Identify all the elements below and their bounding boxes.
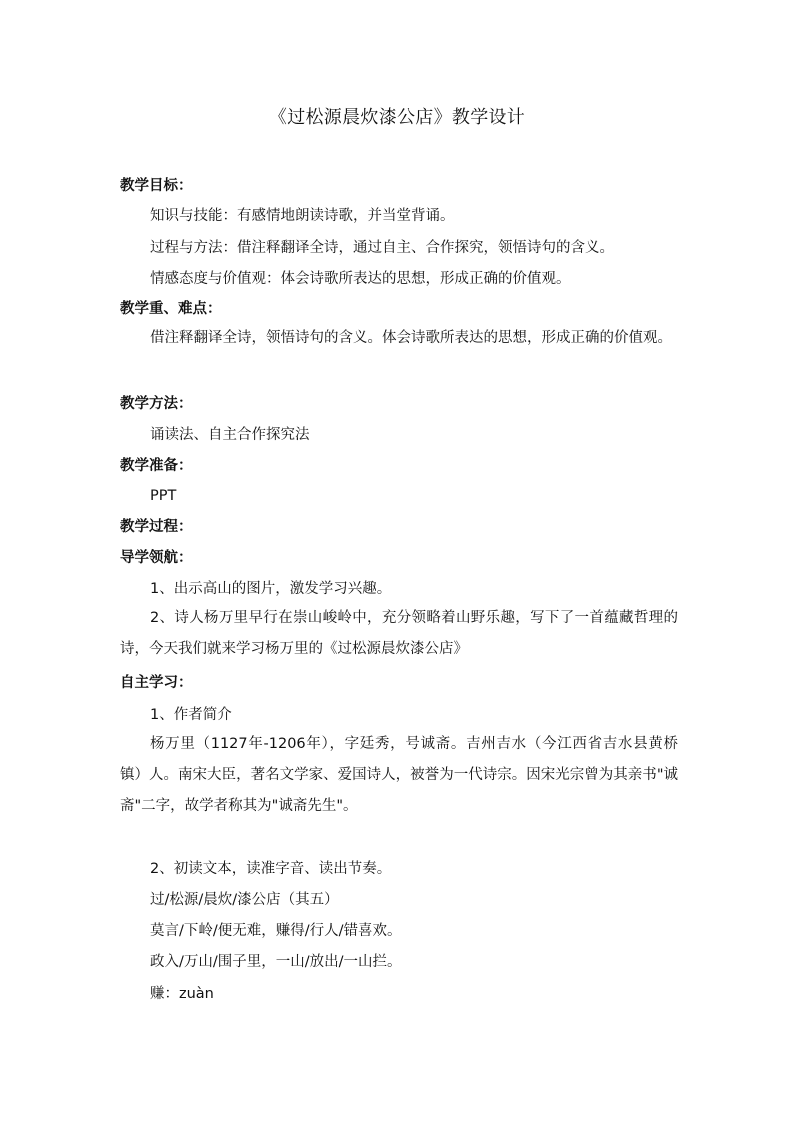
poem-line-1: 莫言/下岭/便无难，赚得/行人/错喜欢。 [150,923,402,939]
poem-line-2: 政入/万山/围子里，一山/放出/一山拦。 [150,954,402,970]
key-points-text: 借注释翻译全诗，领悟诗句的含义。体会诗歌所表达的思想，形成正确的价值观。 [150,330,672,346]
poem-title: 过/松源/晨炊/漆公店（其五） [150,892,339,908]
intro-heading: 导学领航： [120,550,193,566]
goals-heading: 教学目标： [120,178,193,194]
self-study-heading: 自主学习： [120,675,193,691]
methods-text: 诵读法、自主合作探究法 [150,427,310,443]
preparation-heading: 教学准备： [120,458,193,474]
process-heading: 教学过程： [120,519,193,535]
intro-item-1: 1、出示高山的图片，激发学习兴趣。 [150,581,392,597]
goal-item-knowledge: 知识与技能：有感情地朗读诗歌，并当堂背诵。 [150,208,455,224]
intro-item-2: 2、诗人杨万里早行在崇山峻岭中，充分领略着山野乐趣，写下了一首蕴藏哲理的诗，今天我们就来学习杨万里的《过松源晨炊漆公店》 [120,610,678,657]
methods-heading: 教学方法： [120,396,193,412]
preparation-text: PPT [150,488,177,504]
goal-item-process: 过程与方法：借注释翻译全诗，通过自主、合作探究，领悟诗句的含义。 [150,240,614,256]
key-points-heading: 教学重、难点： [120,301,222,317]
goal-item-attitude: 情感态度与价值观：体会诗歌所表达的思想，形成正确的价值观。 [150,271,571,287]
author-text: 杨万里（1127年-1206年），字廷秀，号诚斋。吉州吉水（今江西省吉水县黄桥镇）人。南宋大臣，著名文学家、爱国诗人，被誉为一代诗宗。因宋光宗曾为其亲书"诚斋"二字，故学者称其为"诚斋先生"。 [120,736,678,814]
author-heading: 1、作者简介 [150,707,232,723]
pinyin-note: 赚：zuàn [150,986,214,1002]
reading-heading: 2、初读文本，读准字音、读出节奏。 [150,861,392,877]
document-title: 《过松源晨炊漆公店》教学设计 [268,107,526,128]
